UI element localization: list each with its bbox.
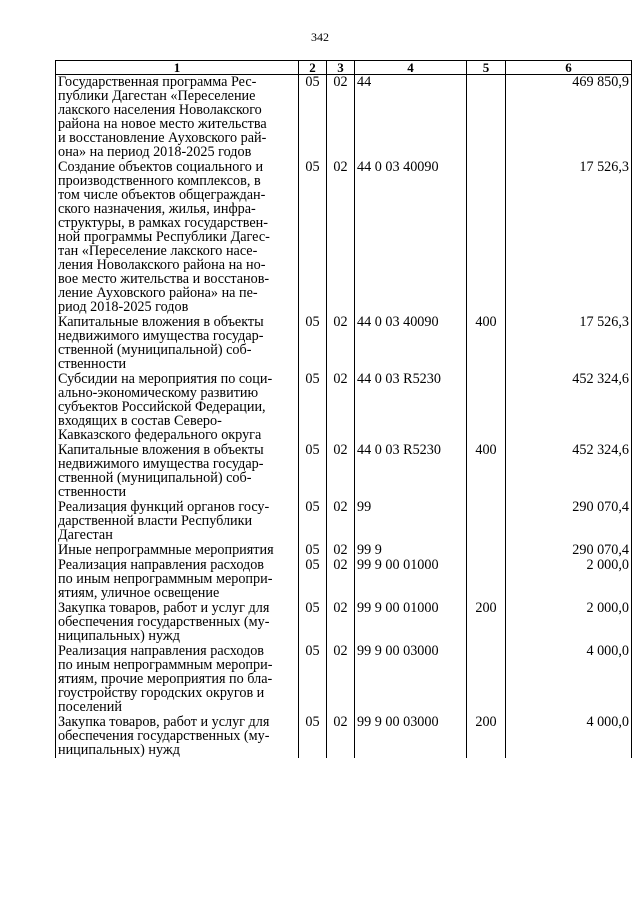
row-target-code: 99 9 00 03000: [355, 715, 467, 757]
row-target-code: 99 9 00 01000: [355, 601, 467, 643]
row-amount: 2 000,0: [506, 601, 632, 643]
row-target-code: 44 0 03 R5230: [355, 443, 467, 499]
row-col-3: 02: [327, 601, 355, 643]
row-expense-type: [467, 500, 506, 542]
row-expense-type: 200: [467, 601, 506, 643]
header-col-2: 2: [299, 61, 327, 75]
row-col-2: 05: [299, 500, 327, 542]
row-description: Капитальные вложения в объекты недвижимого имущества государ- ственной (муниципальной) соб- ственности: [56, 443, 299, 499]
row-target-code: 99 9 00 01000: [355, 558, 467, 600]
table-row: [56, 543, 632, 557]
row-col-2: 05: [299, 543, 327, 557]
table-row: [56, 500, 632, 542]
row-expense-type: 400: [467, 315, 506, 371]
row-col-2: 05: [299, 315, 327, 371]
row-description: Субсидии на мероприятия по соци- ально-экономическому развитию субъектов Российской Федерации, входящих в состав Северо- Кавказского федерального округа: [56, 372, 299, 442]
row-col-3: 02: [327, 644, 355, 714]
row-expense-type: 400: [467, 443, 506, 499]
row-col-3: 02: [327, 160, 355, 314]
table-row: [56, 160, 632, 314]
row-expense-type: [467, 160, 506, 314]
row-description: Реализация направления расходов по иным непрограммным меропри- ятиям, прочие мероприятия по бла- гоустройству городских округов и поселений: [56, 644, 299, 714]
row-expense-type: [467, 558, 506, 600]
header-col-3: 3: [327, 61, 355, 75]
row-expense-type: [467, 75, 506, 160]
row-amount: 290 070,4: [506, 500, 632, 542]
row-col-2: 05: [299, 160, 327, 314]
row-col-3: 02: [327, 543, 355, 557]
row-description: Реализация направления расходов по иным непрограммным меропри- ятиям, уличное освещение: [56, 558, 299, 600]
row-col-2: 05: [299, 715, 327, 757]
row-amount: 469 850,9: [506, 75, 632, 160]
row-col-3: 02: [327, 443, 355, 499]
row-target-code: 44 0 03 R5230: [355, 372, 467, 442]
spacer-cell: [467, 757, 506, 758]
spacer-cell: [299, 757, 327, 758]
spacer-cell: [506, 757, 632, 758]
row-amount: 2 000,0: [506, 558, 632, 600]
row-amount: 17 526,3: [506, 315, 632, 371]
row-amount: 4 000,0: [506, 715, 632, 757]
row-col-2: 05: [299, 644, 327, 714]
row-target-code: 99 9 00 03000: [355, 644, 467, 714]
header-col-4: 4: [355, 61, 467, 75]
row-expense-type: [467, 644, 506, 714]
page-number: 342: [311, 30, 329, 44]
table-row: [56, 715, 632, 757]
row-description: Закупка товаров, работ и услуг для обеспечения государственных (му- ниципальных) нужд: [56, 601, 299, 643]
row-description: Реализация функций органов госу- дарственной власти Республики Дагестан: [56, 500, 299, 542]
table-row: [56, 644, 632, 714]
row-description: Государственная программа Рес- публики Дагестан «Переселение лакского населения Новолакского района на новое место жительства и восстановление Ауховского рай- она» на период 2018-2025 годов: [56, 75, 299, 160]
row-expense-type: [467, 543, 506, 557]
row-col-2: 05: [299, 443, 327, 499]
row-target-code: 44 0 03 40090: [355, 160, 467, 314]
header-col-5: 5: [467, 61, 506, 75]
row-col-2: 05: [299, 75, 327, 160]
header-col-1: 1: [56, 61, 299, 75]
row-col-3: 02: [327, 500, 355, 542]
row-target-code: 44: [355, 75, 467, 160]
row-expense-type: [467, 372, 506, 442]
row-col-3: 02: [327, 558, 355, 600]
row-amount: 17 526,3: [506, 160, 632, 314]
row-amount: 452 324,6: [506, 372, 632, 442]
row-description: Закупка товаров, работ и услуг для обеспечения государственных (му- ниципальных) нужд: [56, 715, 299, 757]
budget-table: [55, 60, 632, 758]
table-row: [56, 315, 632, 371]
table-row: [56, 75, 632, 160]
row-col-2: 05: [299, 372, 327, 442]
row-target-code: 99: [355, 500, 467, 542]
table-row: [56, 443, 632, 499]
row-col-2: 05: [299, 558, 327, 600]
row-expense-type: 200: [467, 715, 506, 757]
row-col-3: 02: [327, 315, 355, 371]
header-col-6: 6: [506, 61, 632, 75]
row-col-3: 02: [327, 372, 355, 442]
row-amount: 4 000,0: [506, 644, 632, 714]
table-row: [56, 372, 632, 442]
spacer-cell: [327, 757, 355, 758]
row-target-code: 44 0 03 40090: [355, 315, 467, 371]
row-description: Капитальные вложения в объекты недвижимого имущества государ- ственной (муниципальной) соб- ственности: [56, 315, 299, 371]
table-row: [56, 558, 632, 600]
header-row: [56, 61, 632, 75]
table-row: [56, 601, 632, 643]
row-description: Иные непрограммные мероприятия: [56, 543, 299, 557]
table-body: [56, 75, 632, 759]
spacer-cell: [355, 757, 467, 758]
row-col-2: 05: [299, 601, 327, 643]
row-amount: 290 070,4: [506, 543, 632, 557]
row-description: Создание объектов социального и производственного комплексов, в том числе объектов общеграждан- ского назначения, жилья, инфра- структуры, в рамках государствен- ной программы Республики Дагес- тан «Переселение лакского насе- ления Новолакского района на но- вое место жительства и восстанов- ление Ауховского района» на пе- риод 2018-2025 годов: [56, 160, 299, 314]
row-col-3: 02: [327, 715, 355, 757]
row-col-3: 02: [327, 75, 355, 160]
row-amount: 452 324,6: [506, 443, 632, 499]
row-target-code: 99 9: [355, 543, 467, 557]
